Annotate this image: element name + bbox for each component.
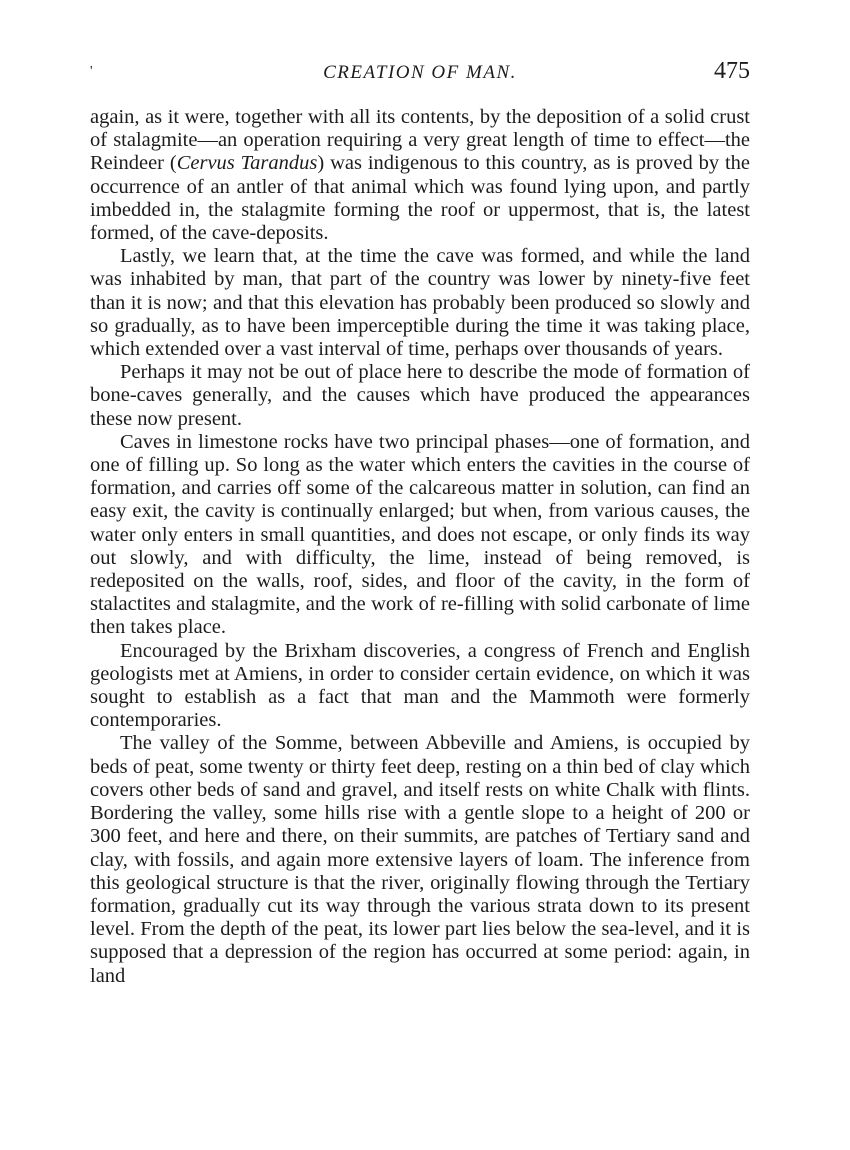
- page-header: [90, 58, 750, 90]
- paragraph-6: The valley of the Somme, between Abbeville and Amiens, is occupied by beds of peat, some twenty or thirty feet deep, resting on a thin bed of clay which covers other beds of sand and gravel, and itself rests on white Chalk with flints. Bordering the valley, some hills rise with a gentle slope to a height of 200 or 300 feet, and here and there, on their summits, are patches of Tertiary sand and clay, with fossils, and again more extensive layers of loam. The inference from this geological structure is that the river, originally flowing through the Tertiary formation, gradually cut its way through the various strata down to its present level. From the depth of the peat, its lower part lies below the sea-level, and it is supposed that a depression of the region has occurred at some period: again, in land: [90, 732, 750, 987]
- paragraph-1: [90, 106, 750, 245]
- page-number: 475: [714, 58, 750, 84]
- paragraph-3: Perhaps it may not be out of place here to describe the mode of formation of bone-caves generally, and the causes which have produced the appearances these now present.: [90, 361, 750, 430]
- species-name-italic: Cervus Tarandus: [176, 152, 318, 175]
- header-mark: ': [90, 64, 93, 79]
- running-title: CREATION OF MAN.: [323, 62, 517, 83]
- paragraph-1-text-end: ) was indigenous to this country, as is proved by the occurrence of an antler of that animal which was found lying upon, and partly imbedded in, the stalagmite forming the roof or uppermost, that is, the latest formed, of the cave-deposits.: [90, 152, 751, 245]
- paragraph-4: Caves in limestone rocks have two principal phases—one of formation, and one of filling up. So long as the water which enters the cavities in the course of formation, and carries off some of the calcareous matter in solution, can find an easy exit, the cavity is continually enlarged; but when, from various causes, the water only enters in small quantities, and does not escape, or only finds its way out slowly, and with difficulty, the lime, instead of being removed, is redeposited on the walls, roof, sides, and floor of the cavity, in the form of stalactites and stalagmite, and the work of re-filling with solid carbonate of lime then takes place.: [90, 430, 750, 639]
- paragraph-2: Lastly, we learn that, at the time the cave was formed, and while the land was inhabited by man, that part of the country was lower by ninety-five feet than it is now; and that this elevation has probably been produced so slowly and so gradually, as to have been imperceptible during the time it was taking place, which extended over a vast interval of time, perhaps over thousands of years.: [90, 245, 750, 361]
- paragraph-1-text-start: again, as it were, together with all its contents, by the deposition of a solid crust of stalagmite—an operation requiring a very great length of time to effect—the Reindeer (: [90, 106, 750, 175]
- body-text: [90, 106, 750, 988]
- paragraph-5: Encouraged by the Brixham discoveries, a congress of French and English geologists met at Amiens, in order to consider certain evidence, on which it was sought to establish as a fact that man and the Mammoth were formerly contemporaries.: [90, 639, 750, 732]
